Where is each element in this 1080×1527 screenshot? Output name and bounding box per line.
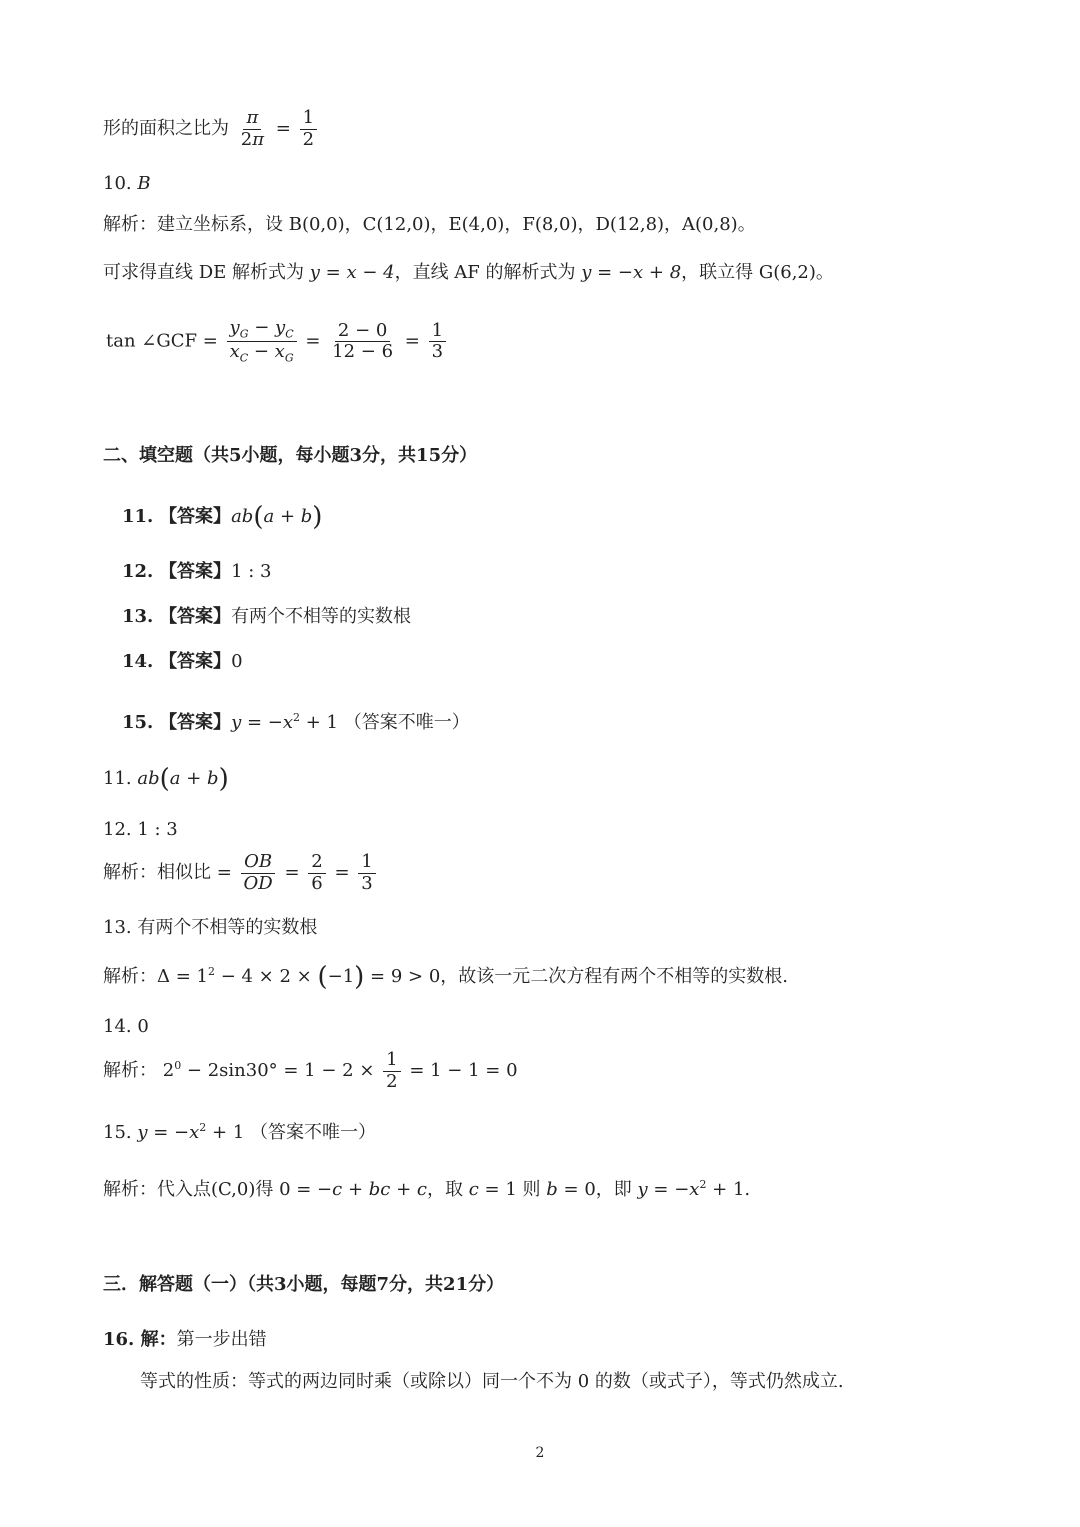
solution-15-take: ，取 xyxy=(427,1179,469,1200)
solution-15-that-is: ，即 xyxy=(595,1179,638,1200)
answer-15-number: 15. xyxy=(122,712,154,733)
answer-tag: 【答案】 xyxy=(159,606,232,627)
solution-15-note: （答案不唯一） xyxy=(250,1122,376,1143)
fraction-one-half: $\frac{1}{2}$ xyxy=(300,108,317,150)
q10-answer-line xyxy=(103,173,151,195)
q10-de-text: 可求得直线 DE 解析式为 xyxy=(103,262,310,283)
tan-gcf-line: tan ∠GCF = $\frac{y_G - y_C}{x_C - x_G}$ = $\frac{2 - 0}{12 - 6}$ = $\frac{1}{3}$ xyxy=(106,318,449,365)
answer-11-number: 11. xyxy=(122,506,154,527)
solution-12: 12. 1 : 3 xyxy=(103,819,178,840)
solution-14-analysis: 解析： $2^0 - 2\sin 30^\circ = 1 - 2$ × $\frac{1}{2}$ = 1 − 1 = 0 xyxy=(103,1049,518,1092)
solution-13-analysis-label: 解析： xyxy=(103,966,157,987)
solution-11-number: 11. xyxy=(103,768,138,789)
fraction-slope-symbolic: $\frac{y_G - y_C}{x_C - x_G}$ xyxy=(227,318,297,365)
answer-12-number: 12. xyxy=(122,561,154,582)
answer-14-number: 14. xyxy=(122,651,154,672)
solution-13: 13. 有两个不相等的实数根 xyxy=(103,917,318,938)
fraction-one-third: $\frac{1}{3}$ xyxy=(429,321,446,363)
q10-af-equation: y = −x + 8 xyxy=(581,262,682,283)
solution-12-analysis: 解析：相似比 = $\frac{OB}{OD}$ = $\frac{2}{6}$ = $\frac{1}{3}$ xyxy=(103,852,379,894)
solution-12-analysis-label: 解析：相似比 = xyxy=(103,862,232,884)
answer-tag: 【答案】 xyxy=(159,561,232,582)
answer-13-value: 有两个不相等的实数根 xyxy=(231,606,412,627)
answer-11: 11. 【答案】ab(a + b) xyxy=(122,502,323,532)
area-ratio-line: 形的面积之比为 $\frac{\pi}{2\pi}$ = $\frac{1}{2}$ xyxy=(103,108,320,150)
answer-tag: 【答案】 xyxy=(159,506,232,527)
q16-line xyxy=(103,1329,267,1351)
solution-14-analysis-label: 解析： xyxy=(103,1060,157,1082)
solution-13-analysis: 解析：$\Delta = 1^2 - 4 \times 2 \times (-1) = 9 > 0$，故该一元二次方程有两个不相等的实数根. xyxy=(103,962,789,992)
area-ratio-label: 形的面积之比为 xyxy=(103,118,229,140)
answer-12-value: 1 : 3 xyxy=(231,561,272,582)
q10-de-equation: y = x − 4 xyxy=(309,262,395,283)
q10-af-text: ，直线 AF 的解析式为 xyxy=(394,262,582,283)
fraction-two-sixths: $\frac{2}{6}$ xyxy=(308,852,325,894)
solution-15-analysis: 解析：代入点(C,0)得 0 = −c + bc + c，取 c = 1 则 b = 0，即 $y = -x^2 + 1$. xyxy=(103,1178,751,1200)
answer-14 xyxy=(122,651,243,673)
q16-text: 第一步出错 xyxy=(176,1329,267,1350)
solution-15-analysis-label: 解析：代入点(C,0)得 xyxy=(103,1179,280,1200)
solution-13-conclusion: ，故该一元二次方程有两个不相等的实数根. xyxy=(440,966,789,987)
q10-answer: B xyxy=(137,173,151,194)
q10-analysis: 解析：建立坐标系，设 B(0,0)，C(12,0)，E(4,0)，F(8,0)，D(12,8)，A(0,8)。 xyxy=(103,214,756,235)
answer-15-note: （答案不唯一） xyxy=(343,712,470,733)
tan-gcf-label: tan ∠GCF = xyxy=(106,330,218,352)
answer-tag: 【答案】 xyxy=(159,651,232,672)
fraction-one-half-b: $\frac{1}{2}$ xyxy=(383,1050,400,1092)
answer-13-number: 13. xyxy=(122,606,154,627)
solution-11: 11. ab(a + b) xyxy=(103,764,229,794)
answer-15: 15. 【答案】$y = -x^2 + 1$ （答案不唯一） xyxy=(122,711,470,733)
solution-14: 14. 0 xyxy=(103,1016,149,1037)
q10-lines xyxy=(103,262,834,284)
answer-13 xyxy=(122,606,411,628)
q16-label: 16. 解： xyxy=(103,1329,177,1350)
fraction-slope-numeric: $\frac{2 - 0}{12 - 6}$ xyxy=(332,319,394,363)
fraction-one-third-b: $\frac{1}{3}$ xyxy=(358,852,375,894)
answer-12 xyxy=(122,561,271,583)
section-2-heading: 二、填空题（共5小题，每小题3分，共15分） xyxy=(103,445,478,466)
solution-15: 15. $y = -x^2 + 1$ （答案不唯一） xyxy=(103,1121,376,1143)
answer-tag: 【答案】 xyxy=(159,712,232,733)
solution-15-number: 15. xyxy=(103,1122,138,1143)
solution-15-then: 则 xyxy=(516,1179,547,1200)
q16-detail: 等式的性质：等式的两边同时乘（或除以）同一个不为 0 的数（或式子），等式仍然成立. xyxy=(140,1371,844,1392)
fraction-pi-over-2pi: $\frac{\pi}{2\pi}$ xyxy=(240,107,265,150)
fraction-ob-od: $\frac{OB}{OD}$ xyxy=(241,852,276,894)
q10-intersection-text: ，联立得 G(6,2)。 xyxy=(681,262,834,283)
q10-number: 10. xyxy=(103,173,138,194)
answer-14-value: 0 xyxy=(231,651,243,672)
page-number: 2 xyxy=(535,1445,545,1461)
section-3-heading: 三．解答题（一）（共3小题，每题7分，共21分） xyxy=(103,1274,505,1295)
